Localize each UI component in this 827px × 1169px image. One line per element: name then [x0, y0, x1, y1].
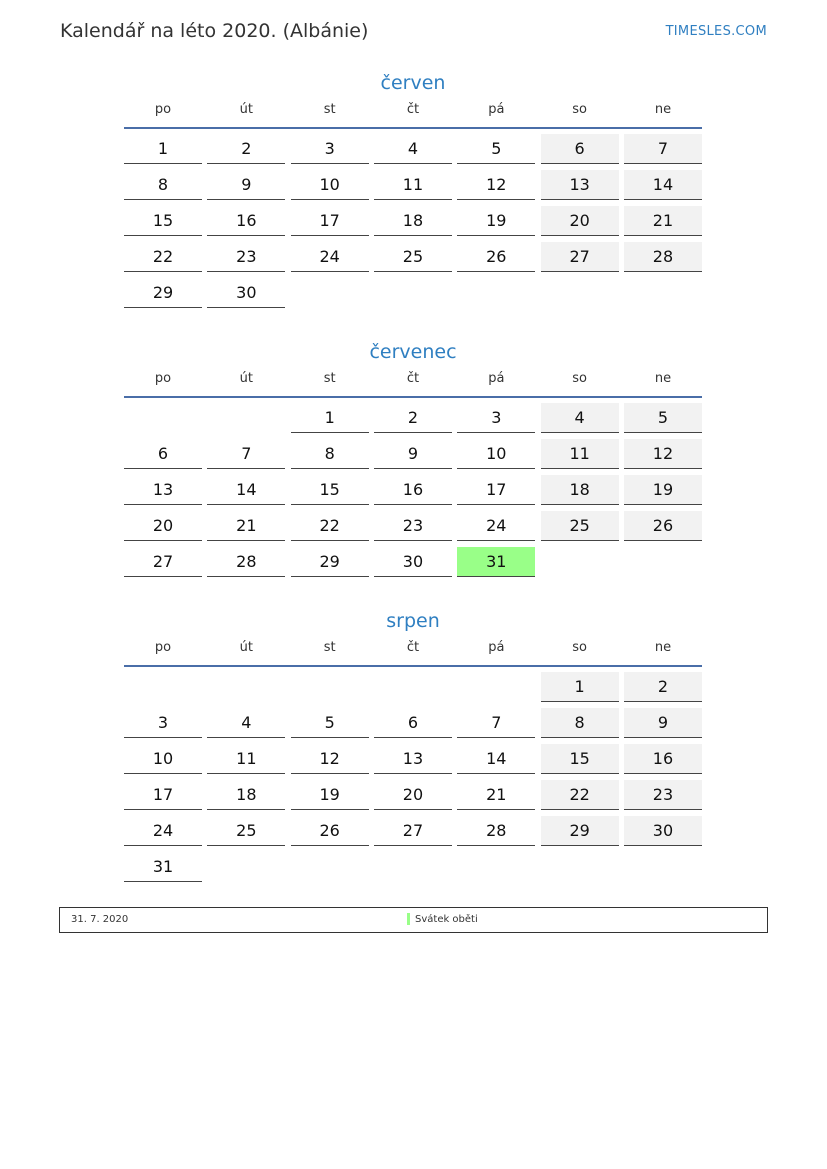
header-rule: [124, 127, 702, 129]
day-cell: 26: [457, 242, 535, 272]
weekday-label: čt: [406, 102, 420, 117]
legend-color-marker: [407, 913, 410, 925]
day-cell: 30: [374, 547, 452, 577]
week-row: [124, 852, 702, 888]
weekday-label: út: [239, 371, 253, 386]
week-row: [124, 278, 702, 314]
day-cell: 29: [124, 278, 202, 308]
day-cell: 19: [457, 206, 535, 236]
day-cell: 23: [624, 780, 702, 810]
day-cell: 13: [374, 744, 452, 774]
empty-day-cell: [541, 852, 619, 882]
weekday-label: so: [572, 102, 587, 117]
weekday-label: pá: [488, 102, 505, 117]
day-cell: 17: [291, 206, 369, 236]
weekday-label: st: [323, 640, 336, 655]
day-cell: 30: [624, 816, 702, 846]
day-cell: 11: [207, 744, 285, 774]
day-cell: 3: [457, 403, 535, 433]
week-row: [124, 816, 702, 852]
day-cell: 30: [207, 278, 285, 308]
empty-day-cell: [624, 547, 702, 577]
empty-day-cell: [624, 278, 702, 308]
day-cell: 17: [457, 475, 535, 505]
empty-day-cell: [457, 852, 535, 882]
day-cell: 25: [541, 511, 619, 541]
week-row: [124, 170, 702, 206]
week-row: [124, 242, 702, 278]
day-cell: 14: [624, 170, 702, 200]
month-title: červenec: [369, 341, 457, 363]
empty-day-cell: [291, 672, 369, 702]
weekday-label: so: [572, 640, 587, 655]
day-cell: 16: [624, 744, 702, 774]
day-cell: 19: [624, 475, 702, 505]
day-cell: 28: [624, 242, 702, 272]
day-cell: 5: [624, 403, 702, 433]
day-cell: 21: [207, 511, 285, 541]
empty-day-cell: [374, 278, 452, 308]
empty-day-cell: [207, 852, 285, 882]
day-cell: 16: [374, 475, 452, 505]
day-cell: 9: [624, 708, 702, 738]
week-row: [124, 708, 702, 744]
day-cell: 7: [457, 708, 535, 738]
weekday-label: út: [239, 102, 253, 117]
day-cell: 24: [124, 816, 202, 846]
day-cell: 14: [457, 744, 535, 774]
week-row: [124, 511, 702, 547]
day-cell: 18: [207, 780, 285, 810]
day-cell: 11: [374, 170, 452, 200]
day-cell: 18: [374, 206, 452, 236]
day-cell: 7: [207, 439, 285, 469]
empty-day-cell: [374, 852, 452, 882]
header-rule: [124, 396, 702, 398]
day-cell: 8: [541, 708, 619, 738]
empty-day-cell: [624, 852, 702, 882]
day-cell: 4: [207, 708, 285, 738]
day-cell: 6: [541, 134, 619, 164]
week-row: [124, 475, 702, 511]
day-cell: 27: [541, 242, 619, 272]
month-block: [124, 67, 702, 314]
page-title: Kalendář na léto 2020. (Albánie): [60, 20, 369, 42]
day-cell: 23: [374, 511, 452, 541]
weekday-header: [124, 99, 702, 127]
empty-day-cell: [541, 278, 619, 308]
day-cell: 24: [457, 511, 535, 541]
weekday-label: pá: [488, 371, 505, 386]
day-cell: 15: [541, 744, 619, 774]
empty-day-cell: [457, 278, 535, 308]
day-cell: 20: [124, 511, 202, 541]
weekday-label: st: [323, 371, 336, 386]
empty-day-cell: [457, 672, 535, 702]
weekday-label: so: [572, 371, 587, 386]
day-cell: 18: [541, 475, 619, 505]
header-rule: [124, 665, 702, 667]
weekday-label: ne: [654, 102, 672, 117]
holiday-legend: [59, 907, 768, 933]
day-cell: 22: [291, 511, 369, 541]
holiday-day-cell: 31: [457, 547, 535, 577]
day-cell: 15: [124, 206, 202, 236]
week-row: [124, 744, 702, 780]
day-cell: 29: [291, 547, 369, 577]
month-block: [124, 336, 702, 583]
day-cell: 5: [457, 134, 535, 164]
empty-day-cell: [541, 547, 619, 577]
day-cell: 28: [457, 816, 535, 846]
weekday-label: po: [154, 102, 172, 117]
day-cell: 12: [457, 170, 535, 200]
weekday-header: [124, 368, 702, 396]
day-cell: 9: [374, 439, 452, 469]
weekday-label: ne: [654, 640, 672, 655]
day-cell: 8: [124, 170, 202, 200]
day-cell: 14: [207, 475, 285, 505]
legend-date: 31. 7. 2020: [71, 914, 129, 925]
day-cell: 10: [291, 170, 369, 200]
day-cell: 5: [291, 708, 369, 738]
day-cell: 1: [124, 134, 202, 164]
empty-day-cell: [207, 403, 285, 433]
day-cell: 26: [291, 816, 369, 846]
day-cell: 3: [291, 134, 369, 164]
day-cell: 22: [541, 780, 619, 810]
week-row: [124, 672, 702, 708]
week-row: [124, 403, 702, 439]
weekday-label: čt: [406, 640, 420, 655]
month-title: srpen: [386, 610, 440, 632]
day-cell: 15: [291, 475, 369, 505]
empty-day-cell: [291, 278, 369, 308]
weekday-label: čt: [406, 371, 420, 386]
day-cell: 21: [624, 206, 702, 236]
day-cell: 1: [541, 672, 619, 702]
day-cell: 2: [374, 403, 452, 433]
weekday-label: ne: [654, 371, 672, 386]
day-cell: 16: [207, 206, 285, 236]
day-cell: 11: [541, 439, 619, 469]
day-cell: 7: [624, 134, 702, 164]
day-cell: 29: [541, 816, 619, 846]
day-cell: 10: [457, 439, 535, 469]
day-cell: 17: [124, 780, 202, 810]
day-cell: 8: [291, 439, 369, 469]
empty-day-cell: [207, 672, 285, 702]
day-cell: 2: [624, 672, 702, 702]
day-cell: 24: [291, 242, 369, 272]
day-cell: 27: [124, 547, 202, 577]
day-cell: 28: [207, 547, 285, 577]
day-cell: 9: [207, 170, 285, 200]
week-row: [124, 547, 702, 583]
day-cell: 13: [124, 475, 202, 505]
weekday-label: po: [154, 371, 172, 386]
day-cell: 25: [374, 242, 452, 272]
day-cell: 3: [124, 708, 202, 738]
empty-day-cell: [124, 403, 202, 433]
day-cell: 19: [291, 780, 369, 810]
day-cell: 2: [207, 134, 285, 164]
empty-day-cell: [374, 672, 452, 702]
week-row: [124, 439, 702, 475]
empty-day-cell: [124, 672, 202, 702]
weekday-header: [124, 637, 702, 665]
legend-holiday-name: Svátek oběti: [415, 914, 478, 925]
day-cell: 20: [374, 780, 452, 810]
weekday-label: po: [154, 640, 172, 655]
week-row: [124, 206, 702, 242]
day-cell: 22: [124, 242, 202, 272]
week-row: [124, 780, 702, 816]
day-cell: 12: [624, 439, 702, 469]
weekday-label: pá: [488, 640, 505, 655]
weekday-label: st: [323, 102, 336, 117]
day-cell: 4: [374, 134, 452, 164]
day-cell: 1: [291, 403, 369, 433]
day-cell: 6: [374, 708, 452, 738]
month-block: [124, 605, 702, 888]
day-cell: 20: [541, 206, 619, 236]
brand-link[interactable]: TIMESLES.COM: [665, 24, 767, 39]
day-cell: 10: [124, 744, 202, 774]
day-cell: 27: [374, 816, 452, 846]
day-cell: 13: [541, 170, 619, 200]
weekday-label: út: [239, 640, 253, 655]
day-cell: 12: [291, 744, 369, 774]
day-cell: 6: [124, 439, 202, 469]
day-cell: 4: [541, 403, 619, 433]
day-cell: 21: [457, 780, 535, 810]
day-cell: 25: [207, 816, 285, 846]
day-cell: 31: [124, 852, 202, 882]
day-cell: 26: [624, 511, 702, 541]
week-row: [124, 134, 702, 170]
day-cell: 23: [207, 242, 285, 272]
month-title: červen: [380, 72, 446, 94]
empty-day-cell: [291, 852, 369, 882]
